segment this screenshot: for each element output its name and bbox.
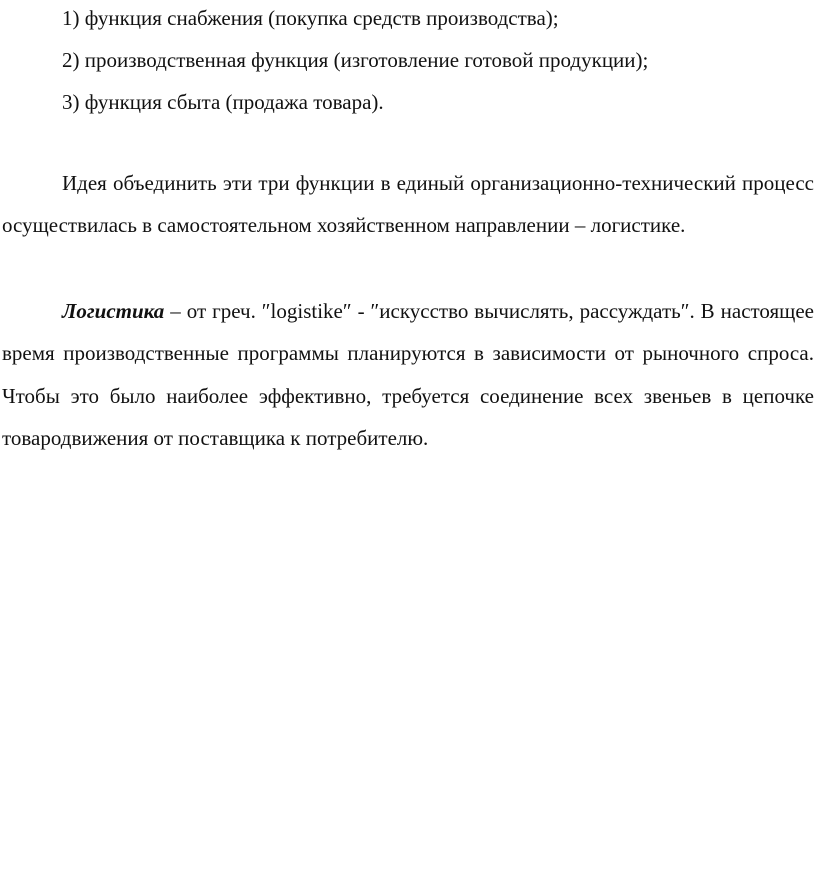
- list-item: 1) функция снабжения (покупка средств производства);: [62, 6, 559, 30]
- list-item: 2) производственная функция (изготовление готовой продукции);: [62, 48, 649, 72]
- paragraph-idea: Идея объединить эти три функции в единый организационно-технический процесс осуществилась в самостоятельном хозяйственном направлении – логистике.: [2, 171, 814, 238]
- term-logistics: Логистика: [62, 299, 165, 323]
- definition-text: – от греч. ″logistike″ - ″искусство вычислять, рассуждать″. В настоящее время производственные программы планируются в зависимости от рыночного спроса. Чтобы это было наиболее эффективно, требуется соединение всех звеньев в цепочке товародвижения от поставщика к потребителю.: [2, 299, 814, 450]
- paragraph-logistics-definition: [2, 290, 814, 459]
- list-item: 3) функция сбыта (продажа товара).: [62, 90, 384, 114]
